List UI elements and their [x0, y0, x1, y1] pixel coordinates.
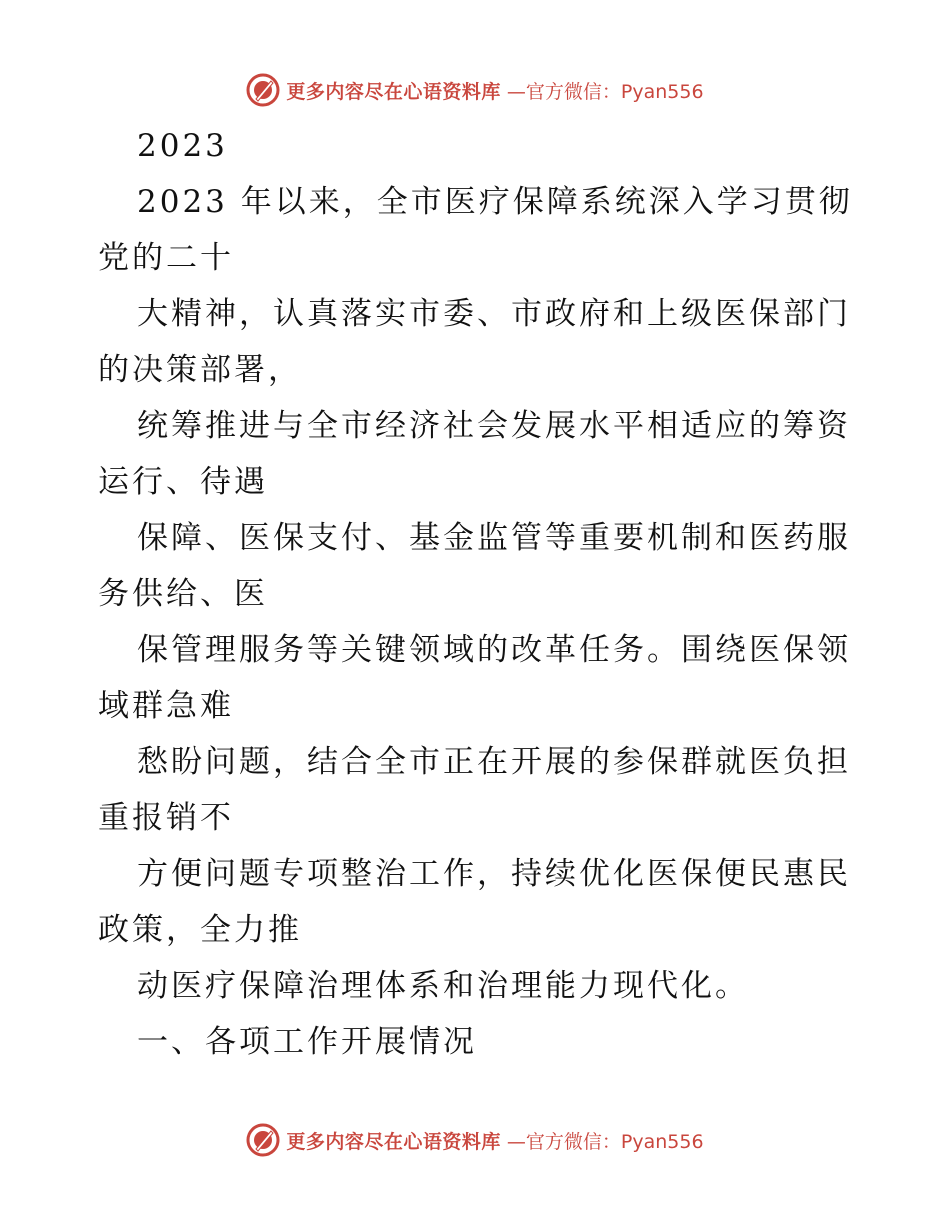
body-line: 保障、医保支付、基金监管等重要机制和医药服 [137, 520, 851, 556]
body-line: 动医疗保障治理体系和治理能力现代化。 [137, 968, 749, 1004]
body-line: 统筹推进与全市经济社会发展水平相适应的筹资 [137, 408, 851, 444]
body-line: 政策，全力推 [98, 912, 302, 948]
body-line: 运行、待遇 [98, 464, 268, 500]
banner-main-text: 更多内容尽在心语资料库 [286, 80, 501, 103]
body-line: 域群急难 [98, 688, 234, 724]
banner-sub-text: —官方微信：Pyan556 [506, 1130, 704, 1153]
header-banner [0, 70, 950, 110]
footer-banner [0, 1120, 950, 1160]
body-line: 方便问题专项整治工作，持续优化医保便民惠民 [137, 856, 851, 892]
banner-main-text: 更多内容尽在心语资料库 [286, 1130, 501, 1153]
body-line: 愁盼问题，结合全市正在开展的参保群就医负担 [137, 744, 851, 780]
body-line: 务供给、医 [98, 576, 268, 612]
body-line: 的决策部署， [98, 352, 302, 388]
section-heading: 一、各项工作开展情况 [137, 1024, 477, 1060]
pen-logo-icon [246, 73, 280, 107]
document-body [98, 118, 868, 1070]
body-line: 重报销不 [98, 800, 234, 836]
banner-sub-text: —官方微信：Pyan556 [506, 80, 704, 103]
pen-logo-icon [246, 1123, 280, 1157]
body-line: 保管理服务等关键领域的改革任务。围绕医保领 [137, 632, 851, 668]
body-line: 2023 年以来，全市医疗保障系统深入学习贯彻 [137, 184, 853, 220]
body-line: 2023 [137, 128, 228, 164]
body-line: 大精神，认真落实市委、市政府和上级医保部门 [137, 296, 851, 332]
body-line: 党的二十 [98, 240, 234, 276]
